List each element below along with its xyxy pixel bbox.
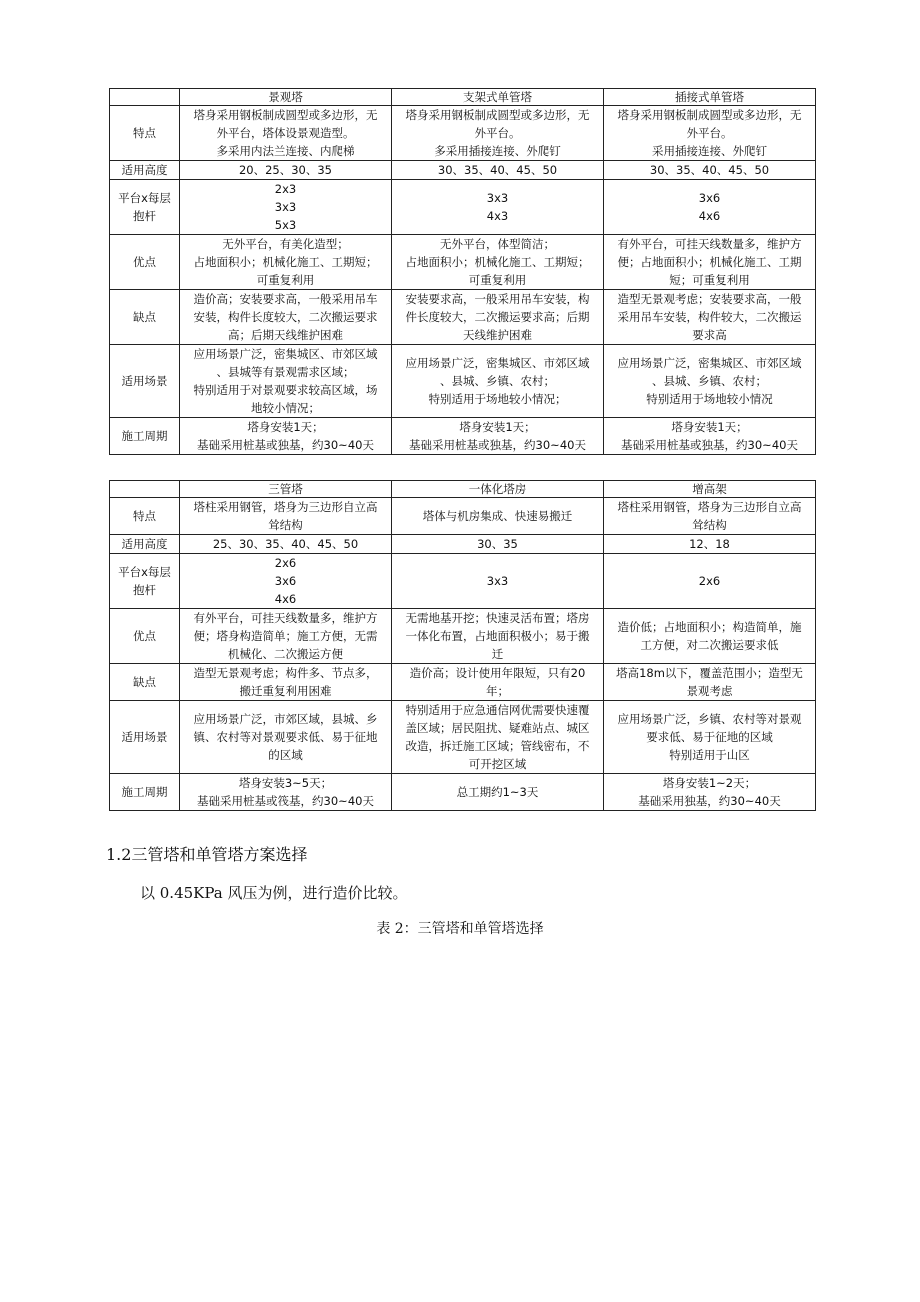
- table-cell: [392, 235, 604, 290]
- cell-line: 高；后期天线维护困难: [228, 328, 343, 342]
- cell-line: 基础采用桩基或独基，约30~40天: [409, 438, 586, 452]
- cell-line: 采用吊车安装，构件较大，二次搬运: [617, 310, 802, 324]
- table-cell: [604, 554, 816, 609]
- cell-line: 造价高；安装要求高，一般采用吊车: [193, 292, 378, 306]
- table-cell: [392, 345, 604, 418]
- row-label: 缺点: [110, 664, 180, 701]
- table-row: [110, 498, 816, 535]
- cell-line: 要求低、易于征地的区域: [646, 730, 773, 744]
- row-label: 适用高度: [110, 535, 180, 554]
- cell-line: 3x3: [274, 200, 297, 214]
- cell-line: 抱杆: [133, 583, 156, 597]
- table-cell: [392, 498, 604, 535]
- cell-line: 有外平台，可挂天线数量多，维护方: [617, 237, 802, 251]
- cell-line: 短；可重复利用: [669, 273, 750, 287]
- cell-line: 镇、农村等对景观要求低、易于征地: [193, 730, 378, 744]
- cell-line: 塔身采用钢板制成圆型或多边形，无: [405, 108, 590, 122]
- table-row: [110, 290, 816, 345]
- table-cell: [180, 774, 392, 811]
- table-cell: [180, 106, 392, 161]
- cell-line: 多采用插接连接、外爬钉: [434, 144, 561, 158]
- table-cell: [604, 290, 816, 345]
- cell-line: 可开挖区域: [468, 757, 527, 771]
- table-cell: [180, 418, 392, 455]
- table-row: [110, 106, 816, 161]
- cell-line: 一体化布置，占地面积极小；易于搬: [405, 629, 590, 643]
- cell-line: 安装，构件长度较大，二次搬运要求: [193, 310, 378, 324]
- cell-line: 2x6: [274, 556, 297, 570]
- table-cell: [180, 161, 392, 180]
- cell-line: 特别适用于对景观要求较高区域，场: [193, 383, 378, 397]
- cell-line: 基础采用桩基或筏基，约30~40天: [197, 794, 374, 808]
- cell-line: 耸结构: [268, 518, 303, 532]
- cell-line: 安装要求高，一般采用吊车安装，构: [405, 292, 590, 306]
- cell-line: 2x6: [698, 574, 721, 588]
- table-cell: [392, 609, 604, 664]
- header-cell: 三管塔: [180, 481, 392, 498]
- header-cell-empty: [110, 481, 180, 498]
- table-row: [110, 535, 816, 554]
- cell-line: 塔身采用钢板制成圆型或多边形，无: [193, 108, 378, 122]
- row-label: [110, 180, 180, 235]
- cell-line: 工方便，对二次搬运要求低: [640, 638, 779, 652]
- cell-line: 特别适用于应急通信网优需要快速覆: [405, 703, 590, 717]
- cell-line: 搬迁重复利用困难: [239, 684, 332, 698]
- section-heading: 1.2三管塔和单管塔方案选择: [106, 845, 308, 864]
- cell-line: 塔身安装1天；: [459, 420, 536, 434]
- comparison-table-2: [109, 480, 816, 811]
- table-cell: [180, 664, 392, 701]
- cell-line: 地较小情况；: [251, 401, 320, 415]
- table-row: [110, 418, 816, 455]
- table-cell: [392, 774, 604, 811]
- table-row: [110, 161, 816, 180]
- cell-line: 30、35、40、45、50: [437, 163, 558, 177]
- cell-line: 平台x每层: [118, 191, 171, 205]
- cell-line: 3x3: [486, 574, 509, 588]
- cell-line: 机械化、二次搬运方便: [228, 647, 343, 661]
- table-cell: [392, 701, 604, 774]
- cell-line: 多采用内法兰连接、内爬梯: [216, 144, 355, 158]
- cell-line: 可重复利用: [468, 273, 527, 287]
- table-row: [110, 554, 816, 609]
- table-cell: [180, 235, 392, 290]
- row-label: [110, 554, 180, 609]
- table-header-row: [110, 89, 816, 106]
- table-cell: [604, 664, 816, 701]
- cell-line: 改造，拆迁施工区域；管线密布，不: [405, 739, 590, 753]
- cell-line: 年；: [486, 684, 509, 698]
- table-cell: [392, 418, 604, 455]
- table-cell: [180, 535, 392, 554]
- table-cell: [604, 106, 816, 161]
- cell-line: 4x3: [486, 209, 509, 223]
- table-cell: [180, 180, 392, 235]
- table-row: [110, 701, 816, 774]
- table-cell: [604, 774, 816, 811]
- table-cell: [604, 535, 816, 554]
- cell-line: 应用场景广泛，密集城区、市郊区域: [617, 356, 802, 370]
- table-header-row: [110, 481, 816, 498]
- table-caption: 表 2：三管塔和单管塔选择: [376, 921, 544, 937]
- cell-line: 基础采用桩基或独基，约30~40天: [197, 438, 374, 452]
- cell-line: 盖区域；居民阻扰、疑难站点、城区: [405, 721, 590, 735]
- cell-line: 占地面积小；机械化施工、工期短；: [405, 255, 590, 269]
- cell-line: 要求高: [692, 328, 727, 342]
- row-label: 施工周期: [110, 774, 180, 811]
- cell-line: 景观考虑: [686, 684, 733, 698]
- cell-line: 外平台，塔体设景观造型。: [216, 126, 355, 140]
- cell-line: 应用场景广泛，密集城区、市郊区域: [193, 347, 378, 361]
- comparison-table-1: [109, 88, 816, 455]
- cell-line: 3x6: [274, 574, 297, 588]
- table-cell: [604, 701, 816, 774]
- cell-line: 造型无景观考虑；构件多、节点多，: [193, 666, 378, 680]
- cell-line: 基础采用桩基或独基，约30~40天: [621, 438, 798, 452]
- table-cell: [180, 554, 392, 609]
- table-cell: [392, 161, 604, 180]
- cell-line: 特别适用于场地较小情况: [646, 392, 773, 406]
- cell-line: 塔身采用钢板制成圆型或多边形，无: [617, 108, 802, 122]
- table-row: [110, 180, 816, 235]
- body-paragraph: 以 0.45KPa 风压为例，进行造价比较。: [140, 884, 408, 902]
- table-cell: [180, 498, 392, 535]
- cell-line: 5x3: [274, 218, 297, 232]
- table-cell: [392, 554, 604, 609]
- table-cell: [604, 609, 816, 664]
- table-cell: [604, 498, 816, 535]
- table-cell: [180, 701, 392, 774]
- cell-line: 塔身安装1天；: [247, 420, 324, 434]
- cell-line: 平台x每层: [118, 565, 171, 579]
- table-cell: [180, 609, 392, 664]
- table-row: [110, 664, 816, 701]
- cell-line: 25、30、35、40、45、50: [212, 537, 359, 551]
- cell-line: 塔体与机房集成、快速易搬迁: [422, 509, 573, 523]
- cell-line: 无需地基开挖；快速灵活布置；塔房: [405, 611, 590, 625]
- cell-line: 应用场景广泛，乡镇、农村等对景观: [617, 712, 802, 726]
- cell-line: 20、25、30、35: [238, 163, 333, 177]
- cell-line: 塔身安装1~2天；: [662, 776, 757, 790]
- cell-line: 抱杆: [133, 209, 156, 223]
- cell-line: 30、35: [477, 537, 518, 551]
- row-label: 优点: [110, 609, 180, 664]
- cell-line: 的区域: [268, 748, 303, 762]
- header-cell: 支架式单管塔: [392, 89, 604, 106]
- table-row: [110, 235, 816, 290]
- cell-line: 塔柱采用钢管，塔身为三边形自立高: [193, 500, 378, 514]
- cell-line: 无外平台，体型简洁；: [440, 237, 555, 251]
- cell-line: 有外平台，可挂天线数量多，维护方: [193, 611, 378, 625]
- cell-line: 无外平台，有美化造型；: [222, 237, 349, 251]
- cell-line: 便；塔身构造简单；施工方便，无需: [193, 629, 378, 643]
- cell-line: 塔高18m以下，覆盖范围小；造型无: [616, 666, 803, 680]
- table-cell: [392, 180, 604, 235]
- header-cell: 插接式单管塔: [604, 89, 816, 106]
- table-cell: [392, 290, 604, 345]
- cell-line: 外平台。: [686, 126, 733, 140]
- cell-line: 耸结构: [692, 518, 727, 532]
- cell-line: 4x6: [274, 592, 297, 606]
- cell-line: 便；占地面积小；机械化施工、工期: [617, 255, 802, 269]
- header-cell: 景观塔: [180, 89, 392, 106]
- row-label: 适用场景: [110, 345, 180, 418]
- cell-line: 件长度较大，二次搬运要求高；后期: [405, 310, 590, 324]
- cell-line: 12、18: [689, 537, 730, 551]
- cell-line: 占地面积小；机械化施工、工期短；: [193, 255, 378, 269]
- row-label: 适用高度: [110, 161, 180, 180]
- table-row: [110, 774, 816, 811]
- table-cell: [604, 345, 816, 418]
- cell-line: 塔柱采用钢管，塔身为三边形自立高: [617, 500, 802, 514]
- table-cell: [392, 664, 604, 701]
- cell-line: 3x6: [698, 191, 721, 205]
- cell-line: 、县城、乡镇、农村；: [440, 374, 555, 388]
- row-label: 适用场景: [110, 701, 180, 774]
- cell-line: 天线维护困难: [463, 328, 532, 342]
- table-cell: [604, 180, 816, 235]
- table-row: [110, 345, 816, 418]
- header-cell: 一体化塔房: [392, 481, 604, 498]
- cell-line: 造型无景观考虑；安装要求高，一般: [617, 292, 802, 306]
- row-label: 特点: [110, 498, 180, 535]
- row-label: 特点: [110, 106, 180, 161]
- cell-line: 塔身安装1天；: [671, 420, 748, 434]
- cell-line: 特别适用于山区: [669, 748, 750, 762]
- cell-line: 、县城等有景观需求区域；: [216, 365, 355, 379]
- cell-line: 应用场景广泛，市郊区域，县城、乡: [193, 712, 378, 726]
- header-cell: 增高架: [604, 481, 816, 498]
- cell-line: 造价高；设计使用年限短，只有20: [409, 666, 586, 680]
- table-cell: [180, 345, 392, 418]
- row-label: 施工周期: [110, 418, 180, 455]
- cell-line: 、县城、乡镇、农村；: [652, 374, 767, 388]
- cell-line: 2x3: [274, 182, 297, 196]
- table-row: [110, 609, 816, 664]
- cell-line: 特别适用于场地较小情况；: [428, 392, 567, 406]
- row-label: 优点: [110, 235, 180, 290]
- cell-line: 外平台。: [474, 126, 521, 140]
- table-cell: [604, 418, 816, 455]
- cell-line: 采用插接连接、外爬钉: [652, 144, 767, 158]
- cell-line: 30、35、40、45、50: [649, 163, 770, 177]
- table-cell: [180, 290, 392, 345]
- cell-line: 迁: [491, 647, 504, 661]
- header-cell-empty: [110, 89, 180, 106]
- cell-line: 4x6: [698, 209, 721, 223]
- table-cell: [604, 235, 816, 290]
- cell-line: 基础采用独基，约30~40天: [638, 794, 781, 808]
- cell-line: 应用场景广泛，密集城区、市郊区域: [405, 356, 590, 370]
- cell-line: 可重复利用: [256, 273, 315, 287]
- cell-line: 塔身安装3~5天；: [238, 776, 333, 790]
- cell-line: 3x3: [486, 191, 509, 205]
- table-cell: [392, 106, 604, 161]
- table-cell: [604, 161, 816, 180]
- table-cell: [392, 535, 604, 554]
- cell-line: 总工期约1~3天: [456, 785, 539, 799]
- row-label: 缺点: [110, 290, 180, 345]
- cell-line: 造价低；占地面积小；构造简单，施: [617, 620, 802, 634]
